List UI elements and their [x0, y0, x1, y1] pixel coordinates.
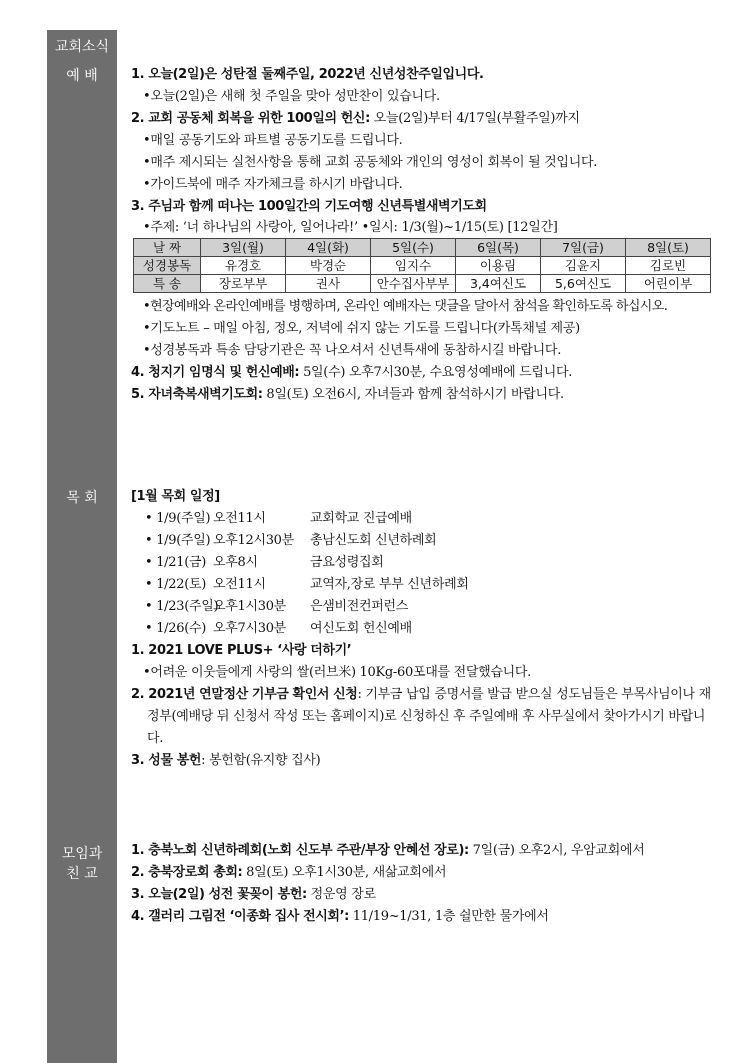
pastoral-item-2-title: 2. 2021년 연말정산 기부금 확인서 신청 — [131, 687, 358, 702]
worship-item-2-sub-2: •매주 제시되는 실천사항을 통해 교회 공동체와 개인의 영성이 회복이 될 것입니다. — [143, 155, 598, 170]
list-item: • 1/21(금) 오후8시 금요성령집회 — [145, 555, 384, 570]
table-row-header: 특 송 — [134, 275, 201, 293]
sidebar-label-pastoral: 목 회 — [66, 490, 98, 506]
worship-item-5-text: 8일(토) 오전6시, 자녀들과 함께 참석하시기 바랍니다. — [262, 387, 564, 402]
pastoral-item-3-title: 3. 성물 봉헌 — [131, 753, 202, 768]
fellowship-item-1-title: 1. 충북노회 신년하례회(노회 신도부 주관/부장 안혜선 장로): — [131, 843, 469, 858]
fellowship-section — [131, 840, 721, 928]
worship-item-3-theme: •주제: ‘너 하나님의 사랑아, 일어나라!’ •일시: 1/3(월)~1/15(토) [12일간] — [143, 220, 558, 235]
worship-item-2-text: 오늘(2일)부터 4/17일(부활주일)까지 — [369, 111, 580, 126]
table-cell: 4일(화) — [286, 239, 371, 257]
list-item: • 1/23(주일)오후1시30분 은샘비전컨퍼런스 — [145, 599, 409, 614]
table-cell: 8일(토) — [626, 239, 711, 257]
fellowship-item-3-title: 3. 오늘(2일) 성전 꽃꽂이 봉헌: — [131, 887, 307, 902]
pastoral-item-1-title: 1. 2021 LOVE PLUS+ ‘사랑 더하기’ — [131, 643, 352, 658]
list-item: • 1/9(주일) 오전11시 교회학교 진급예배 — [145, 511, 412, 526]
pastoral-section — [131, 486, 721, 772]
table-row-header: 성경봉독 — [134, 257, 201, 275]
pastoral-item-1-sub: •어려운 이웃들에게 사랑의 쌀(러브米) 10Kg-60포대를 전달했습니다. — [143, 665, 531, 680]
worship-item-5-title: 5. 자녀축복새벽기도회: — [131, 387, 263, 402]
list-item: • 1/22(토) 오전11시 교역자,장로 부부 신년하례회 — [145, 577, 469, 592]
table-cell: 권사 — [286, 275, 371, 293]
table-cell: 장로부부 — [201, 275, 286, 293]
schedule-title: [1월 목회 일정] — [131, 489, 220, 504]
worship-item-4-title: 4. 청지기 임명식 및 헌신예배: — [131, 365, 300, 380]
table-cell: 유경호 — [201, 257, 286, 275]
fellowship-item-4-title: 4. 갤러리 그림전 ‘이종화 집사 전시회’: — [131, 909, 349, 924]
pastoral-item-3-text: : 봉헌함(유지향 집사) — [201, 753, 321, 768]
table-cell: 박경순 — [286, 257, 371, 275]
table-cell: 3일(월) — [201, 239, 286, 257]
table-cell: 이용림 — [456, 257, 541, 275]
worship-item-3-sub-2: •기도노트 – 매일 아침, 정오, 저녁에 쉬지 않는 기도를 드립니다(카톡채널 제공) — [143, 321, 580, 336]
sidebar — [47, 30, 117, 1063]
table-row-dates — [134, 239, 711, 257]
table-cell: 임지수 — [371, 257, 456, 275]
fellowship-item-2-text: 8일(토) 오후1시30분, 새삶교회에서 — [242, 865, 447, 880]
sidebar-label-worship: 예 배 — [66, 68, 98, 84]
table-row-songs — [134, 275, 711, 293]
table-cell: 5,6여신도 — [541, 275, 626, 293]
worship-item-2-title: 2. 교회 공동체 회복을 위한 100일의 헌신: — [131, 111, 370, 126]
fellowship-item-3-text: 정운영 장로 — [306, 887, 376, 902]
fellowship-item-2-title: 2. 충북장로회 총회: — [131, 865, 243, 880]
list-item: • 1/9(주일) 오후12시30분 총남신도회 신년하례회 — [145, 533, 437, 548]
sidebar-header: 교회소식 — [54, 39, 110, 55]
table-row-header: 날 짜 — [134, 239, 201, 257]
table-cell: 안수집사부부 — [371, 275, 456, 293]
worship-item-3-title: 3. 주님과 함께 떠나는 100일간의 기도여행 신년특별새벽기도회 — [131, 199, 487, 214]
list-item: • 1/26(수) 오후7시30분 여신도회 헌신예배 — [145, 621, 412, 636]
prayer-schedule-table — [133, 238, 711, 293]
worship-item-2-sub-1: •매일 공동기도와 파트별 공동기도를 드립니다. — [143, 133, 403, 148]
pastoral-item-2 — [131, 684, 721, 750]
worship-item-4-text: 5일(수) 오후7시30분, 수요영성예배에 드립니다. — [299, 365, 573, 380]
worship-item-3-sub-1: •현장예배와 온라인예배를 병행하며, 온라인 예배자는 댓글을 달아서 참석을 확인하도록 하십시오. — [143, 299, 668, 314]
table-cell: 6일(목) — [456, 239, 541, 257]
table-cell: 7일(금) — [541, 239, 626, 257]
worship-item-3-sub-3: •성경봉독과 특송 담당기관은 꼭 나오셔서 신년특새에 동참하시길 바랍니다. — [143, 343, 562, 358]
sidebar-label-fellowship: 모임과 친 교 — [61, 846, 103, 882]
table-cell: 김윤지 — [541, 257, 626, 275]
worship-item-1-sub: •오늘(2일)은 새해 첫 주일을 맞아 성만찬이 있습니다. — [143, 89, 440, 104]
table-cell: 3,4여신도 — [456, 275, 541, 293]
worship-section — [131, 64, 721, 406]
table-cell: 5일(수) — [371, 239, 456, 257]
table-row-readers — [134, 257, 711, 275]
worship-item-1-title: 1. 오늘(2일)은 성탄절 둘째주일, 2022년 신년성찬주일입니다. — [131, 67, 484, 82]
table-cell: 김로빈 — [626, 257, 711, 275]
fellowship-item-4-text: 11/19~1/31, 1층 쉴만한 물가에서 — [348, 909, 549, 924]
fellowship-item-1-text: 7일(금) 오후2시, 우암교회에서 — [468, 843, 645, 858]
worship-item-2-sub-3: •가이드북에 매주 자가체크를 하시기 바랍니다. — [143, 177, 403, 192]
pastoral-item-2-text: : 기부금 납입 증명서를 발급 받으실 성도님들은 부목사님이나 재정부(예배당 뒤 신청서 작성 또는 홈페이지)로 신청하신 후 주일예배 후 사무실에서 찾아가시기 바랍니다. — [147, 687, 711, 746]
table-cell: 어린이부 — [626, 275, 711, 293]
